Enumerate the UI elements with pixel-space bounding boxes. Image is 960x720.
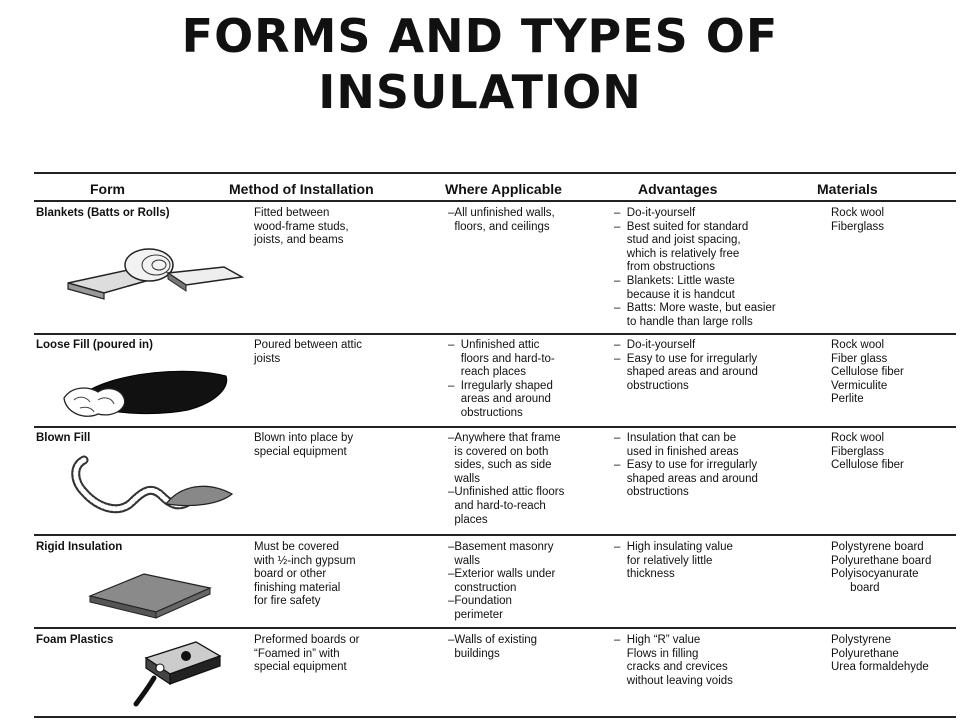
header-advantages: Advantages bbox=[638, 181, 718, 197]
row-where-blown-fill bbox=[448, 432, 564, 527]
list-item: – Easy to use for irregularly shaped areas and around obstructions bbox=[614, 459, 758, 499]
blower-hose-icon bbox=[70, 452, 240, 528]
row-method-foam: Preformed boards or “Foamed in” with special equipment bbox=[254, 634, 360, 674]
row-advantages-blankets bbox=[614, 207, 776, 329]
list-item: – Insulation that can be used in finished areas bbox=[614, 432, 739, 458]
header-materials: Materials bbox=[817, 181, 878, 197]
foam-gun-icon bbox=[126, 638, 226, 710]
list-item: – Best suited for standard stud and joist spacing, which is relatively free from obstructions bbox=[614, 220, 749, 274]
list-item: – Do-it-yourself bbox=[614, 207, 696, 219]
header-where: Where Applicable bbox=[445, 181, 562, 197]
row-form-blankets: Blankets (Batts or Rolls) bbox=[36, 207, 170, 219]
list-item: –Exterior walls under construction bbox=[448, 568, 556, 594]
table-top-rule bbox=[34, 172, 956, 174]
list-item: – Do-it-yourself bbox=[614, 339, 696, 351]
row-form-blown-fill: Blown Fill bbox=[36, 432, 91, 444]
list-item: – Batts: More waste, but easier to handle than large rolls bbox=[614, 302, 776, 328]
row-where-foam bbox=[448, 634, 537, 661]
row-materials-loose-fill: Rock wool Fiber glass Cellulose fiber Vermiculite Perlite bbox=[831, 339, 904, 406]
row-advantages-foam bbox=[614, 634, 733, 688]
list-item: – High insulating value for relatively little thickness bbox=[614, 541, 733, 581]
row-where-blankets bbox=[448, 207, 555, 234]
row-form-rigid: Rigid Insulation bbox=[36, 541, 123, 553]
row-materials-rigid: Polystyrene board Polyurethane board Polyisocyanurate board bbox=[831, 541, 932, 594]
list-item: –Walls of existing buildings bbox=[448, 634, 538, 660]
table-bottom-rule bbox=[34, 716, 956, 718]
row-materials-foam: Polystyrene Polyurethane Urea formaldehyde bbox=[831, 634, 929, 674]
list-item: –Anywhere that frame is covered on both sides, such as side walls bbox=[448, 432, 561, 485]
row-method-rigid: Must be covered with ½-inch gypsum board or other finishing material for fire safety bbox=[254, 541, 356, 608]
row-method-blankets: Fitted between wood-frame studs, joists, and beams bbox=[254, 207, 349, 247]
row-form-loose-fill: Loose Fill (poured in) bbox=[36, 339, 153, 351]
row-form-foam: Foam Plastics bbox=[36, 634, 114, 646]
list-item: – Unfinished attic floors and hard-to- reach places bbox=[448, 339, 555, 379]
row-advantages-rigid bbox=[614, 541, 733, 582]
row-where-rigid bbox=[448, 541, 555, 623]
row-materials-blown-fill: Rock wool Fiberglass Cellulose fiber bbox=[831, 432, 904, 472]
list-item: – Irregularly shaped areas and around obstructions bbox=[448, 379, 553, 419]
list-item: –All unfinished walls, floors, and ceilings bbox=[448, 207, 555, 233]
row-divider bbox=[34, 426, 956, 428]
list-item: –Foundation perimeter bbox=[448, 595, 512, 621]
rigid-board-icon bbox=[86, 570, 216, 622]
header-bottom-rule bbox=[34, 200, 956, 202]
row-materials-blankets: Rock wool Fiberglass bbox=[831, 207, 885, 233]
list-item: –Basement masonry walls bbox=[448, 541, 554, 567]
row-divider bbox=[34, 627, 956, 629]
title-line-1: FORMS AND TYPES OF bbox=[181, 9, 779, 63]
list-item: – Easy to use for irregularly shaped areas and around obstructions bbox=[614, 352, 758, 392]
loose-fill-bag-icon bbox=[58, 364, 238, 422]
header-method: Method of Installation bbox=[229, 181, 374, 197]
blanket-roll-icon bbox=[64, 245, 244, 305]
page-title bbox=[0, 8, 960, 120]
title-line-2: INSULATION bbox=[318, 65, 642, 119]
row-method-blown-fill: Blown into place by special equipment bbox=[254, 432, 354, 458]
row-advantages-loose-fill bbox=[614, 339, 758, 393]
header-form: Form bbox=[90, 181, 125, 197]
row-divider bbox=[34, 534, 956, 536]
list-item: – High “R” value Flows in filling cracks and crevices without leaving voids bbox=[614, 634, 733, 687]
list-item: –Unfinished attic floors and hard-to-reach places bbox=[448, 486, 565, 526]
row-divider bbox=[34, 333, 956, 335]
list-item: – Blankets: Little waste because it is handcut bbox=[614, 274, 735, 301]
row-advantages-blown-fill bbox=[614, 432, 758, 500]
row-method-loose-fill: Poured between attic joists bbox=[254, 339, 363, 365]
row-where-loose-fill bbox=[448, 339, 555, 421]
